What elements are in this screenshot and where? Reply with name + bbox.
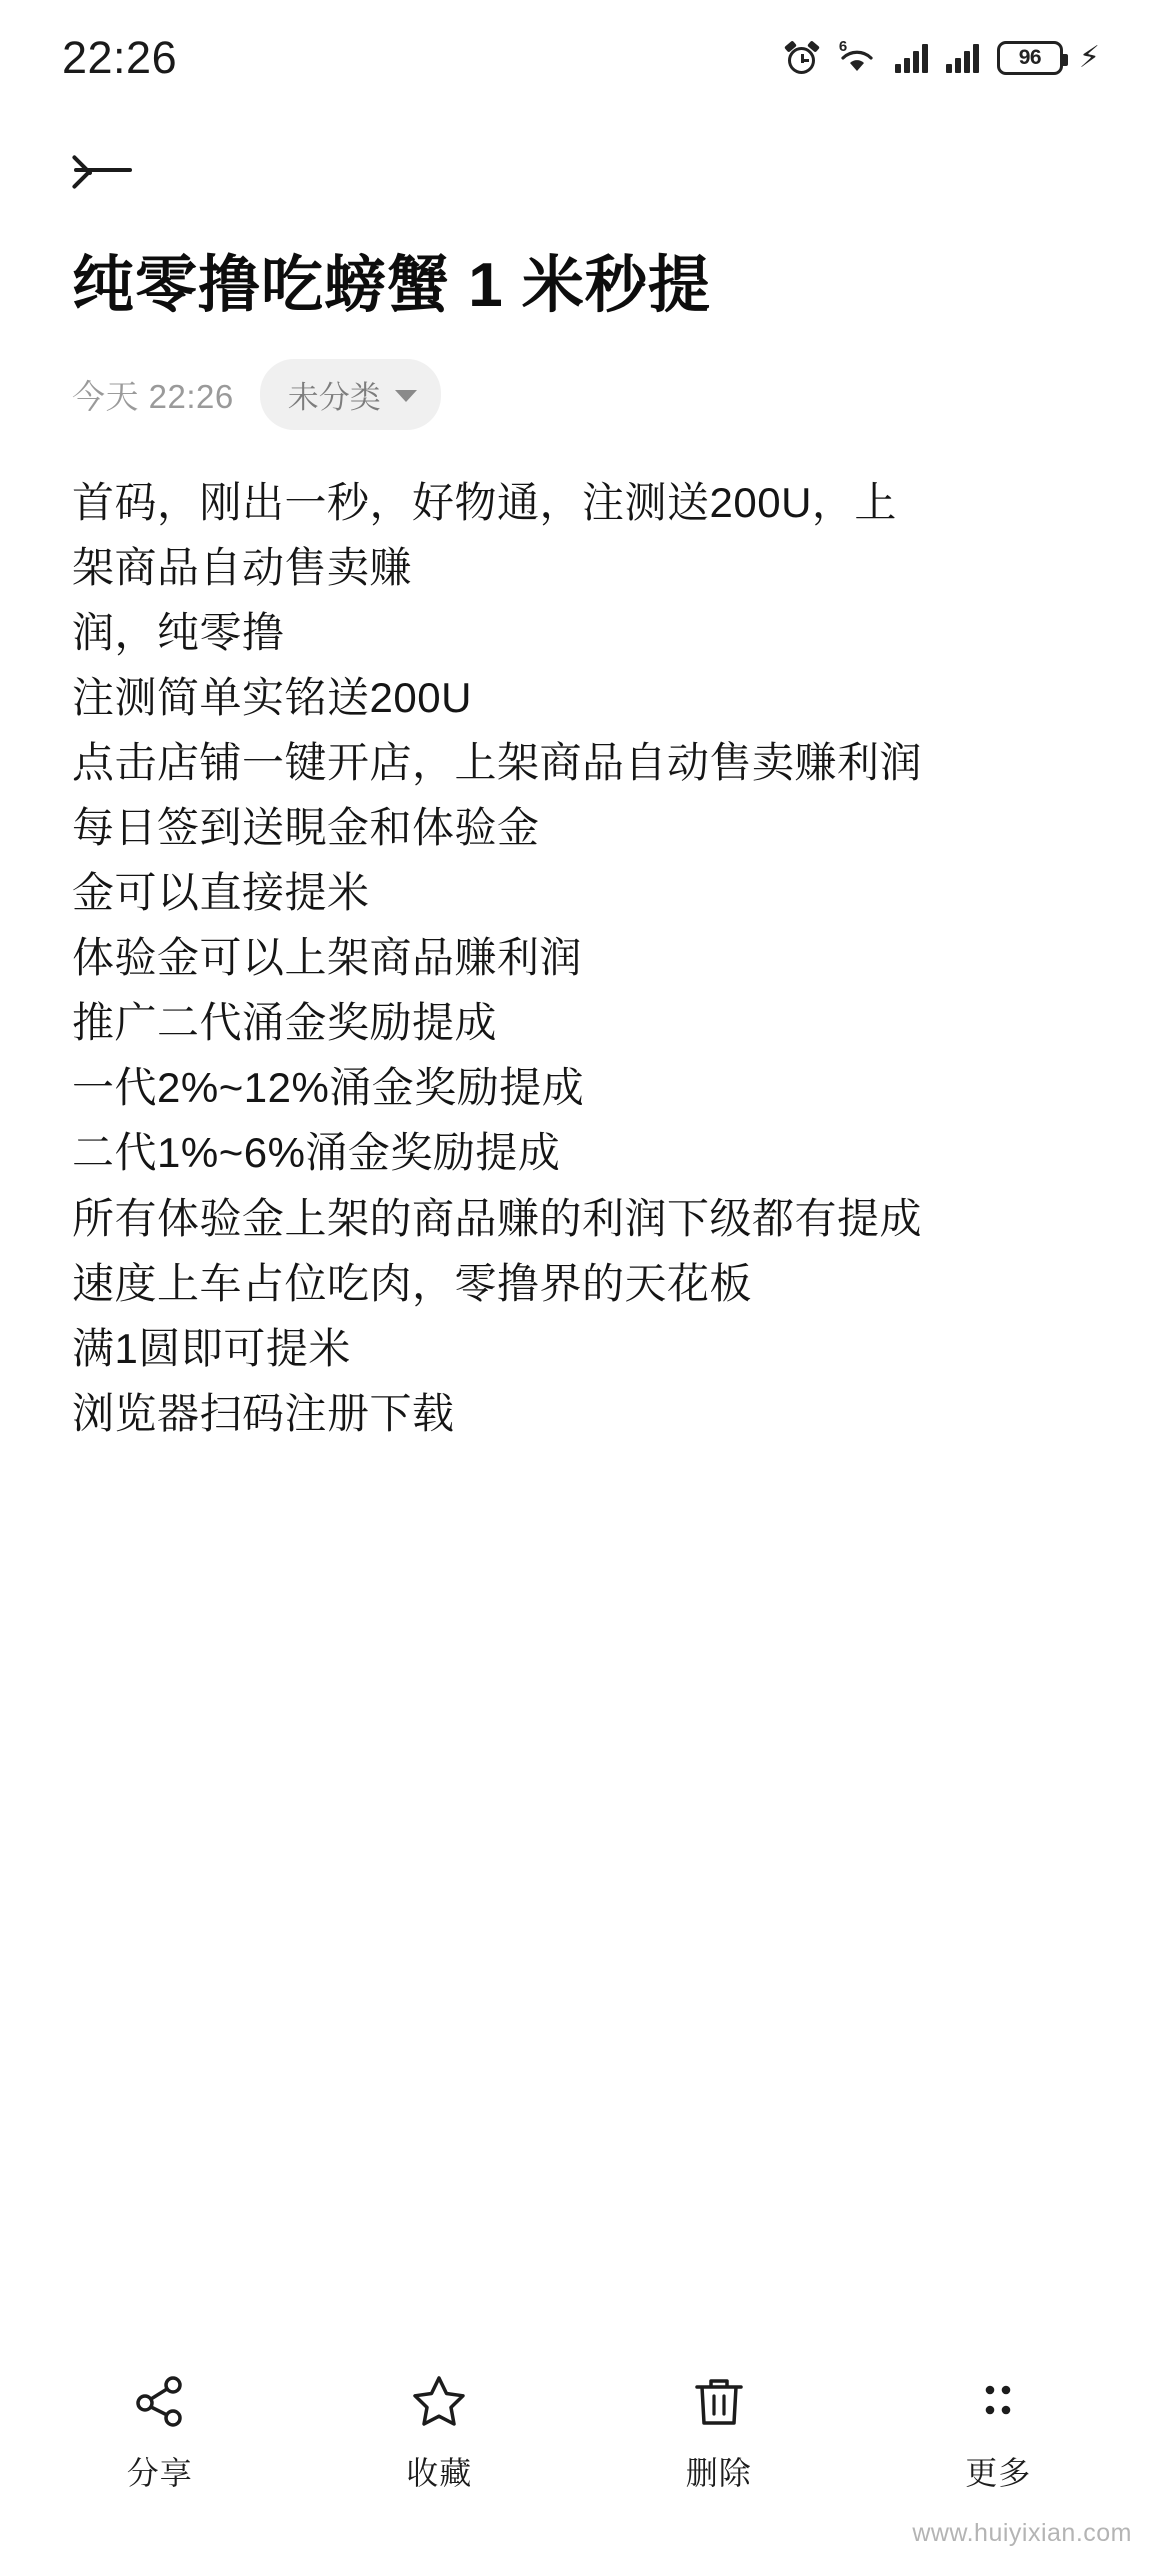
note-line: 速度上车占位吃肉，零撸界的天花板 <box>72 1259 753 1307</box>
note-body[interactable] <box>72 470 1086 1446</box>
back-arrow-icon[interactable] <box>72 144 134 196</box>
note-line: 架商品自动售卖赚 <box>72 543 413 591</box>
note-timestamp: 今天 22:26 <box>72 377 234 415</box>
note-line: 注测简单实铭送200U <box>72 673 472 721</box>
note-line: 一代2%~12%涌金奖励提成 <box>72 1064 585 1112</box>
watermark: www.huiyixian.com <box>912 2519 1132 2547</box>
battery-level-label: 96 <box>1018 45 1042 69</box>
note-line: 首码，刚出一秒，好物通，注测送200U，上 <box>72 478 897 526</box>
bottom-toolbar <box>0 2370 1158 2494</box>
delete-button[interactable] <box>619 2370 819 2494</box>
note-meta <box>72 359 1086 430</box>
charging-bolt-icon: ⚡ <box>1078 40 1100 74</box>
status-bar <box>0 0 1158 115</box>
favorite-label: 收藏 <box>406 2455 473 2491</box>
note-line: 所有体验金上架的商品赚的利润下级都有提成 <box>72 1194 923 1242</box>
note-line: 推广二代涌金奖励提成 <box>72 999 498 1047</box>
share-label: 分享 <box>126 2455 193 2491</box>
note-line: 点击店铺一键开店，上架商品自动售卖赚利润 <box>72 738 923 786</box>
more-button[interactable] <box>898 2370 1098 2494</box>
star-icon <box>410 2370 468 2432</box>
note-line: 金可以直接提米 <box>72 869 370 917</box>
navigation-bar <box>0 115 1158 225</box>
note-line: 体验金可以上架商品赚利润 <box>72 934 583 982</box>
chevron-down-icon <box>395 390 417 402</box>
signal-icon-2 <box>946 43 979 73</box>
wifi-icon <box>837 37 877 75</box>
more-label: 更多 <box>965 2455 1032 2491</box>
wifi-generation-label: 6 <box>838 37 848 55</box>
status-icon-group <box>785 37 1100 75</box>
category-selector[interactable] <box>260 359 441 430</box>
favorite-button[interactable] <box>339 2370 539 2494</box>
share-icon <box>131 2370 189 2432</box>
trash-icon <box>690 2370 748 2432</box>
alarm-icon <box>785 41 819 75</box>
signal-icon-1 <box>895 43 928 73</box>
note-line: 满1圆即可提米 <box>72 1324 351 1372</box>
note-line: 润，纯零撸 <box>72 608 285 656</box>
delete-label: 删除 <box>685 2455 752 2491</box>
more-icon <box>969 2370 1027 2432</box>
page-title: 纯零撸吃螃蟹 1 米秒提 <box>72 251 711 320</box>
note-line: 每日签到送睍金和体验金 <box>72 803 540 851</box>
note-content <box>0 247 1158 1446</box>
category-label: 未分类 <box>287 379 381 415</box>
battery-icon <box>997 41 1063 75</box>
note-line: 浏览器扫码注册下载 <box>72 1389 455 1437</box>
note-line: 二代1%~6%涌金奖励提成 <box>72 1129 561 1177</box>
share-button[interactable] <box>60 2370 260 2494</box>
status-clock: 22:26 <box>62 31 178 83</box>
